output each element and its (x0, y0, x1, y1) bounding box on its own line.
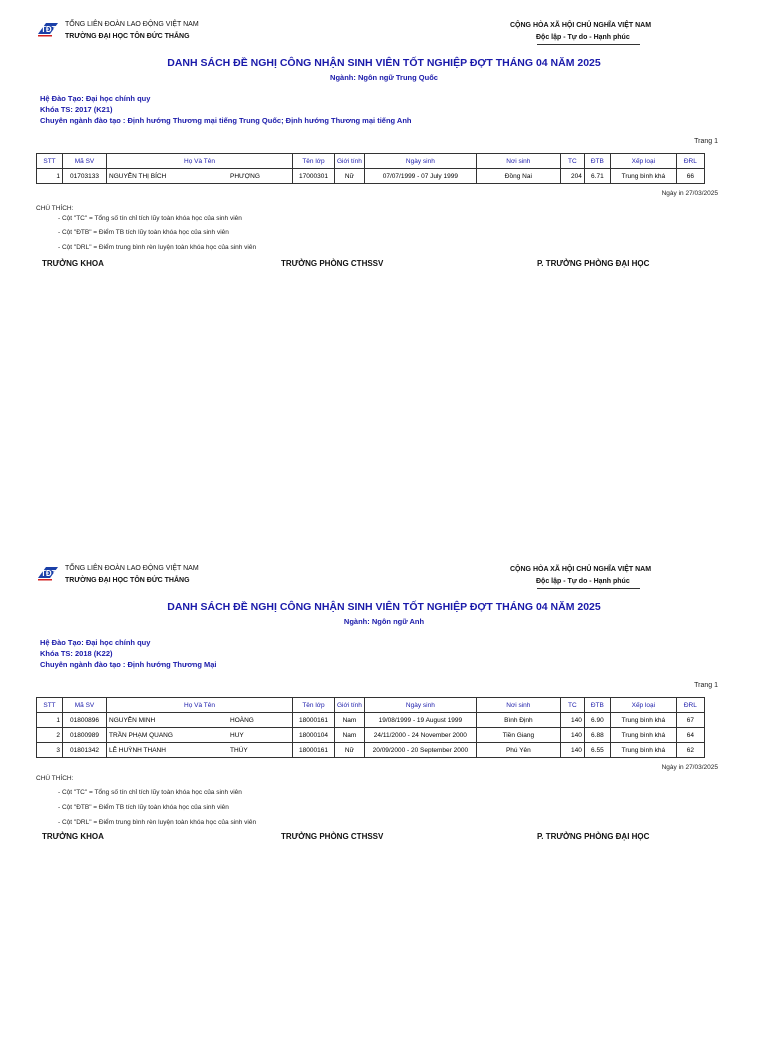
signature-student-affairs: TRƯỞNG PHÒNG CTHSSV (281, 259, 384, 268)
cohort: Khóa TS: 2017 (K21) (40, 105, 113, 114)
cell-pob: Phú Yên (476, 743, 560, 758)
cell-full-name (107, 713, 293, 728)
org-line-2: TRƯỜNG ĐẠI HỌC TÔN ĐỨC THẮNG (65, 33, 190, 40)
org-line-1: TỔNG LIÊN ĐOÀN LAO ĐỘNG VIỆT NAM (65, 565, 199, 572)
university-logo-icon (36, 20, 60, 38)
col-header-drl: ĐRL (676, 154, 704, 169)
cell-dob: 24/11/2000 - 24 November 2000 (364, 728, 476, 743)
major-line: Ngành: Ngôn ngữ Trung Quốc (330, 73, 438, 82)
col-header-dob: Ngày sinh (364, 154, 476, 169)
cell-drl: 62 (676, 743, 704, 758)
cell-stt: 2 (37, 728, 63, 743)
col-header-rank: Xếp loại (610, 154, 676, 169)
cell-tc: 140 (560, 728, 584, 743)
cell-tc: 140 (560, 743, 584, 758)
page-number: Trang 1 (694, 138, 718, 145)
col-header-dtb: ĐTB (584, 698, 610, 713)
cell-full-name (107, 169, 293, 184)
note-item: - Cột "DRL" = Điểm trung bình rèn luyện toàn khóa học của sinh viên (58, 819, 257, 826)
cell-pob: Bình Định (476, 713, 560, 728)
training-system: Hệ Đào Tạo: Đại học chính quy (40, 638, 151, 647)
cell-student-id: 01801342 (63, 743, 107, 758)
svg-text:TĐT: TĐT (41, 569, 57, 578)
table-row (37, 728, 705, 743)
cell-rank: Trung bình khá (610, 743, 676, 758)
cell-class: 18000161 (293, 743, 335, 758)
last-name: LÊ HUỲNH THANH (109, 746, 166, 754)
col-header-tc: TC (560, 154, 584, 169)
cell-stt: 1 (37, 713, 63, 728)
students-table (36, 697, 705, 758)
col-header-pob: Nơi sinh (476, 698, 560, 713)
document-page-2 (0, 544, 768, 1044)
page-number: Trang 1 (694, 682, 718, 689)
first-name: THÚY (230, 746, 248, 754)
signature-dean: TRƯỞNG KHOA (42, 259, 104, 268)
document-title: DANH SÁCH ĐỀ NGHỊ CÔNG NHẬN SINH VIÊN TỐT NGHIỆP ĐỢT THÁNG 04 NĂM 2025 (167, 601, 601, 613)
specialization: Chuyên ngành đào tạo : Định hướng Thương mại tiếng Trung Quốc; Định hướng Thương mại tiếng Anh (40, 116, 412, 125)
document-page-1 (0, 0, 768, 500)
specialization: Chuyên ngành đào tạo : Định hướng Thương Mại (40, 660, 217, 669)
cell-full-name (107, 728, 293, 743)
col-header-stt: STT (37, 154, 63, 169)
note-item: - Cột "TC" = Tổng số tín chỉ tích lũy toàn khóa học của sinh viên (58, 789, 242, 796)
document-title: DANH SÁCH ĐỀ NGHỊ CÔNG NHẬN SINH VIÊN TỐT NGHIỆP ĐỢT THÁNG 04 NĂM 2025 (167, 57, 601, 69)
university-logo-icon (36, 564, 60, 582)
cohort: Khóa TS: 2018 (K22) (40, 649, 113, 658)
table-header-row (37, 154, 705, 169)
training-system: Hệ Đào Tạo: Đại học chính quy (40, 94, 151, 103)
nation-line-2: Độc lập - Tự do - Hạnh phúc (536, 578, 630, 585)
cell-dtb: 6.90 (584, 713, 610, 728)
students-table (36, 153, 705, 184)
col-header-student-id: Mã SV (63, 154, 107, 169)
signature-academic-affairs: P. TRƯỞNG PHÒNG ĐẠI HỌC (537, 259, 650, 268)
cell-class: 18000161 (293, 713, 335, 728)
header-divider (537, 44, 640, 45)
col-header-class: Tên lớp (293, 698, 335, 713)
header-divider (537, 588, 640, 589)
col-header-dtb: ĐTB (584, 154, 610, 169)
cell-stt: 1 (37, 169, 63, 184)
cell-tc: 140 (560, 713, 584, 728)
cell-rank: Trung bình khá (610, 713, 676, 728)
cell-dob: 20/09/2000 - 20 September 2000 (364, 743, 476, 758)
cell-full-name (107, 743, 293, 758)
cell-gender: Nam (335, 713, 365, 728)
cell-dtb: 6.71 (584, 169, 610, 184)
col-header-stt: STT (37, 698, 63, 713)
cell-gender: Nữ (335, 743, 365, 758)
col-header-rank: Xếp loại (610, 698, 676, 713)
print-date: Ngày in 27/03/2025 (661, 764, 718, 771)
col-header-full-name: Họ Và Tên (107, 154, 293, 169)
notes-heading: CHÚ THÍCH: (36, 205, 74, 212)
note-item: - Cột "ĐTB" = Điểm TB tích lũy toàn khóa học của sinh viên (58, 804, 229, 811)
cell-drl: 66 (676, 169, 704, 184)
last-name: NGUYỄN THỊ BÍCH (109, 172, 167, 180)
col-header-dob: Ngày sinh (364, 698, 476, 713)
note-item: - Cột "TC" = Tổng số tín chỉ tích lũy toàn khóa học của sinh viên (58, 215, 242, 222)
org-line-1: TỔNG LIÊN ĐOÀN LAO ĐỘNG VIỆT NAM (65, 21, 199, 28)
cell-student-id: 01800989 (63, 728, 107, 743)
first-name: HOÀNG (230, 716, 254, 724)
cell-dob: 19/08/1999 - 19 August 1999 (364, 713, 476, 728)
col-header-drl: ĐRL (676, 698, 704, 713)
print-date: Ngày in 27/03/2025 (661, 190, 718, 197)
col-header-gender: Giới tính (335, 154, 365, 169)
signature-dean: TRƯỞNG KHOA (42, 832, 104, 841)
cell-dtb: 6.88 (584, 728, 610, 743)
last-name: TRẦN PHẠM QUANG (109, 731, 173, 739)
signature-student-affairs: TRƯỞNG PHÒNG CTHSSV (281, 832, 384, 841)
table-header-row (37, 698, 705, 713)
cell-drl: 67 (676, 713, 704, 728)
first-name: PHƯỢNG (230, 172, 260, 180)
cell-rank: Trung bình khá (610, 169, 676, 184)
cell-gender: Nam (335, 728, 365, 743)
cell-stt: 3 (37, 743, 63, 758)
cell-pob: Tiền Giang (476, 728, 560, 743)
col-header-pob: Nơi sinh (476, 154, 560, 169)
svg-text:TĐT: TĐT (41, 25, 57, 34)
cell-rank: Trung bình khá (610, 728, 676, 743)
first-name: HUY (230, 731, 244, 739)
cell-drl: 64 (676, 728, 704, 743)
col-header-gender: Giới tính (335, 698, 365, 713)
cell-class: 17000301 (293, 169, 335, 184)
col-header-student-id: Mã SV (63, 698, 107, 713)
table-row (37, 713, 705, 728)
signature-academic-affairs: P. TRƯỞNG PHÒNG ĐẠI HỌC (537, 832, 650, 841)
note-item: - Cột "ĐTB" = Điểm TB tích lũy toàn khóa học của sinh viên (58, 229, 229, 236)
org-line-2: TRƯỜNG ĐẠI HỌC TÔN ĐỨC THẮNG (65, 577, 190, 584)
nation-line-2: Độc lập - Tự do - Hạnh phúc (536, 34, 630, 41)
major-line: Ngành: Ngôn ngữ Anh (343, 617, 425, 626)
nation-line-1: CỘNG HÒA XÃ HỘI CHỦ NGHĨA VIỆT NAM (510, 22, 652, 29)
col-header-tc: TC (560, 698, 584, 713)
cell-student-id: 01703133 (63, 169, 107, 184)
note-item: - Cột "DRL" = Điểm trung bình rèn luyện toàn khóa học của sinh viên (58, 244, 257, 251)
table-row (37, 169, 705, 184)
nation-line-1: CỘNG HÒA XÃ HỘI CHỦ NGHĨA VIỆT NAM (510, 566, 652, 573)
col-header-full-name: Họ Và Tên (107, 698, 293, 713)
last-name: NGUYỄN MINH (109, 716, 156, 724)
cell-dtb: 6.55 (584, 743, 610, 758)
cell-dob: 07/07/1999 - 07 July 1999 (364, 169, 476, 184)
cell-class: 18000104 (293, 728, 335, 743)
cell-pob: Đồng Nai (476, 169, 560, 184)
col-header-class: Tên lớp (293, 154, 335, 169)
cell-student-id: 01800896 (63, 713, 107, 728)
cell-gender: Nữ (335, 169, 365, 184)
cell-tc: 204 (560, 169, 584, 184)
table-row (37, 743, 705, 758)
notes-heading: CHÚ THÍCH: (36, 775, 74, 782)
